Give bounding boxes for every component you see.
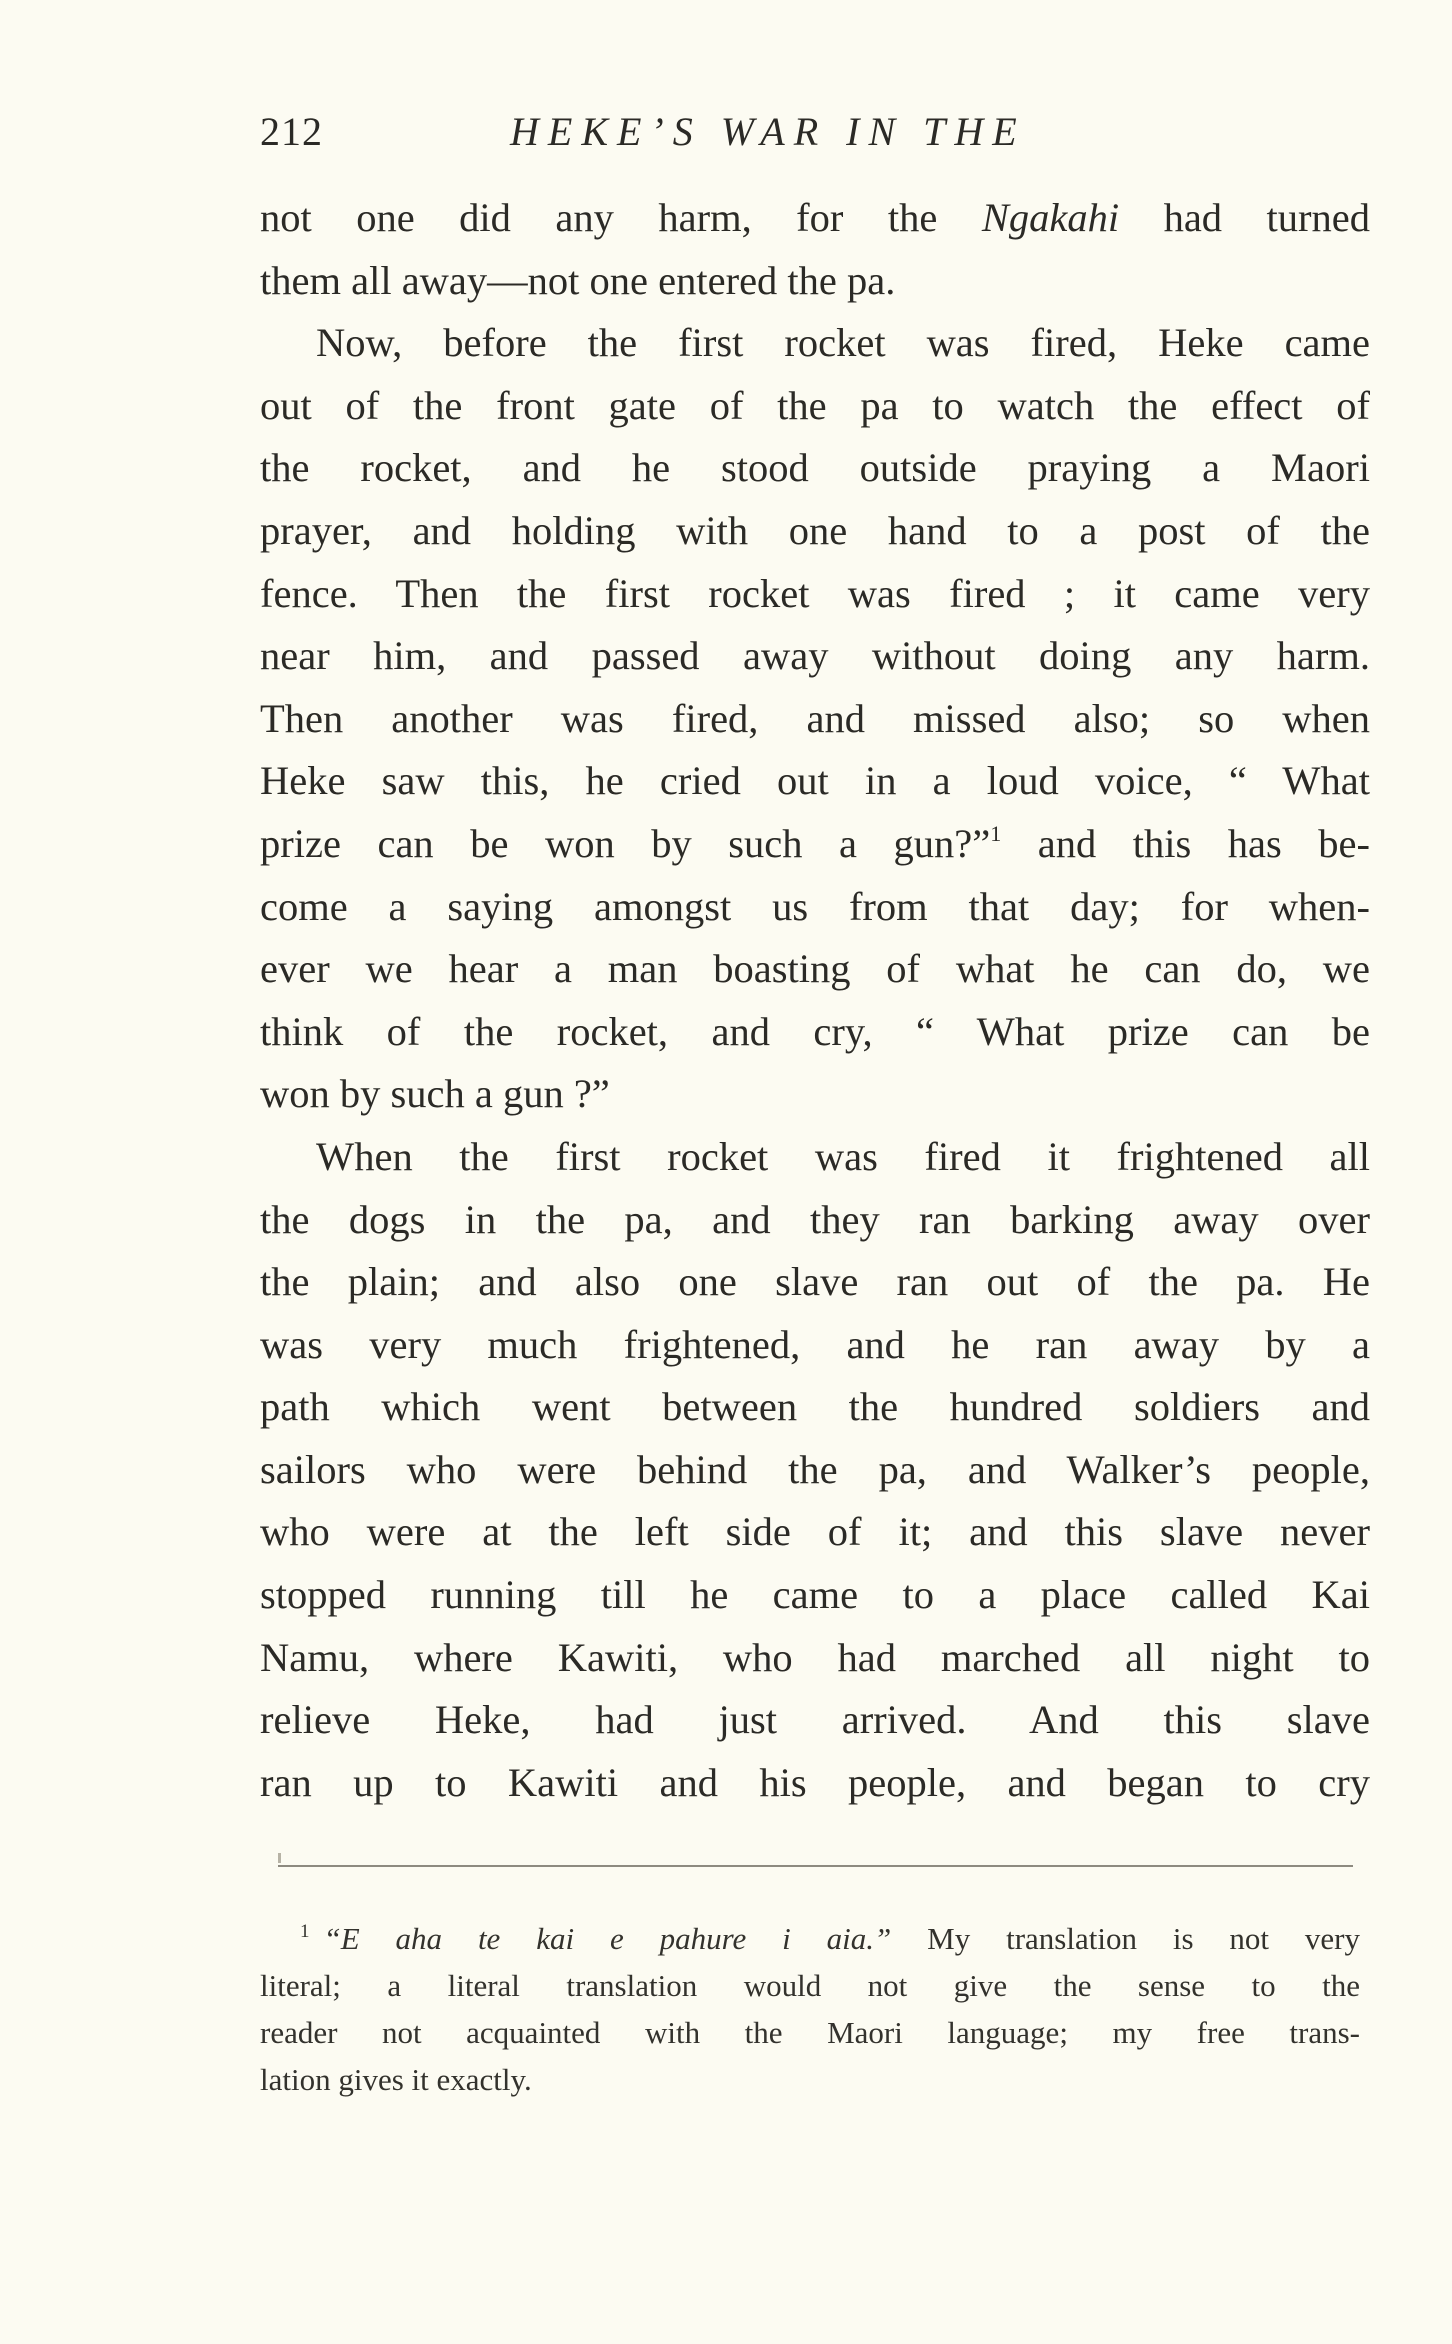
text-line: ran up to Kawiti and his people, and began to cry — [260, 1759, 1370, 1805]
footnote-line: lation gives it exactly. — [260, 2062, 532, 2097]
paragraph-start-line: When the first rocket was fired it frightened all — [316, 1133, 1370, 1179]
text-line: out of the front gate of the pa to watch the effect of — [260, 382, 1370, 428]
footnote-line: literal; a literal translation would not give the sense to the — [260, 1968, 1360, 2003]
text-line: sailors who were behind the pa, and Walker’s people, — [260, 1446, 1370, 1492]
text-line: was very much frightened, and he ran away by a — [260, 1321, 1370, 1367]
text-line: Namu, where Kawiti, who had marched all night to — [260, 1634, 1370, 1680]
text-line: come a saying amongst us from that day; for when- — [260, 883, 1370, 929]
text-line: Then another was fired, and missed also; so when — [260, 695, 1370, 741]
text-line: relieve Heke, had just arrived. And this slave — [260, 1697, 1370, 1743]
text-line: think of the rocket, and cry, “ What prize can be — [260, 1008, 1370, 1054]
footnote-reference: 1 — [990, 820, 1002, 846]
text-line: fence. Then the first rocket was fired ; it came very — [260, 570, 1370, 616]
italic-word: Ngakahi — [981, 195, 1120, 240]
footnote-divider — [278, 1865, 1353, 1867]
text-line: them all away—not one entered the pa. — [260, 257, 896, 303]
text-line: the plain; and also one slave ran out of the pa. He — [260, 1259, 1370, 1305]
text-line: Heke saw this, he cried out in a loud voice, “ What — [260, 758, 1370, 804]
body-text — [260, 187, 1370, 1814]
rule-mark — [278, 1853, 281, 1863]
text-line: stopped running till he came to a place called Kai — [260, 1572, 1370, 1618]
text-line: ever we hear a man boasting of what he can do, we — [260, 946, 1370, 992]
text-line: near him, and passed away without doing any harm. — [260, 633, 1370, 679]
text-line: the rocket, and he stood outside praying a Maori — [260, 445, 1370, 491]
footnote — [260, 1915, 1360, 2103]
text-line: not one did any harm, for the Ngakahi had turned — [260, 195, 1370, 240]
footnote-maori-quote: “E aha te kai e pahure i aia.” — [323, 1921, 892, 1956]
running-title: HEKE’S WAR IN THE — [510, 109, 1026, 154]
running-head — [260, 108, 1360, 158]
text-line: path which went between the hundred soldiers and — [260, 1384, 1370, 1430]
text-line: prize can be won by such a gun?”$^1$ and this has be- — [260, 820, 1370, 866]
footnote-marker: 1 — [300, 1921, 310, 1942]
text-line: who were at the left side of it; and this slave never — [260, 1509, 1370, 1555]
page-number: 212 — [260, 109, 323, 154]
text-line: prayer, and holding with one hand to a post of the — [260, 507, 1370, 553]
footnote-line: reader not acquainted with the Maori language; my free trans- — [260, 2015, 1360, 2050]
text-line: the dogs in the pa, and they ran barking away over — [260, 1196, 1370, 1242]
paragraph-start-line: Now, before the first rocket was fired, Heke came — [316, 320, 1370, 366]
text-line: won by such a gun ?” — [260, 1071, 610, 1117]
footnote-line: $^1$ “E aha te kai e pahure i aia.” My translation is not very — [300, 1921, 1361, 1956]
